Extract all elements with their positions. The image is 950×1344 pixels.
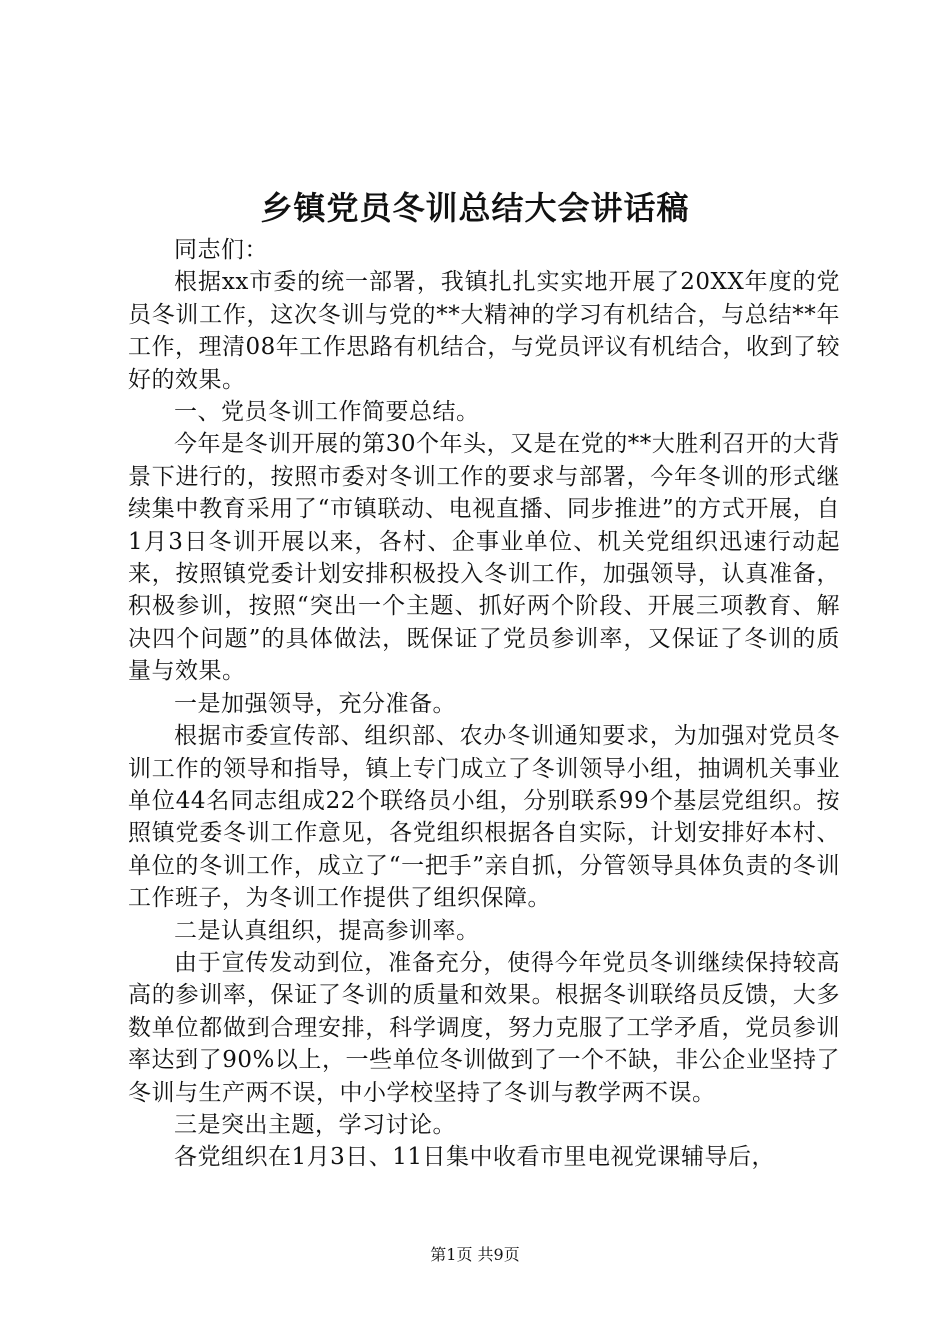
paragraph: 各党组织在1月3日、11日集中收看市里电视党课辅导后， [174, 1144, 776, 1171]
paragraph: 根据xx市委的统一部署，我镇扎扎实实地开展了20XX年度的党员冬训工作，这次冬训与党的**大精神的学习有机结合，与总结**年工作，理清08年工作思路有机结合，与党员评议有机结合，收到了较好的效果。 [128, 269, 840, 393]
subsection-heading: 三是突出主题，学习讨论。 [174, 1111, 456, 1138]
paragraph: 由于宣传发动到位，准备充分，使得今年党员冬训继续保持较高高的参训率，保证了冬训的质量和效果。根据冬训联络员反馈，大多数单位都做到合理安排，科学调度，努力克服了工学矛盾，党员参训率达到了90%以上，一些单位冬训做到了一个不缺，非公企业坚持了冬训与生产两不误，中小学校坚持了冬训与教学两不误。 [128, 949, 840, 1106]
document-body [128, 234, 840, 1174]
section-heading: 一、党员冬训工作简要总结。 [174, 399, 480, 426]
subsection-heading: 一是加强领导，充分准备。 [174, 690, 456, 717]
paragraph: 今年是冬训开展的第30个年头，又是在党的**大胜利召开的大背景下进行的，按照市委对冬训工作的要求与部署，今年冬训的形式继续集中教育采用了“市镇联动、电视直播、同步推进”的方式开展，自1月3日冬训开展以来，各村、企事业单位、机关党组织迅速行动起来，按照镇党委计划安排积极投入冬训工作，加强领导，认真准备，积极参训，按照“突出一个主题、抓好两个阶段、开展三项教育、解决四个问题”的具体做法，既保证了党员参训率，又保证了冬训的质量与效果。 [128, 431, 840, 685]
document-title: 乡镇党员冬训总结大会讲话稿 [260, 189, 690, 227]
salutation: 同志们： [174, 237, 268, 263]
subsection-heading: 二是认真组织，提高参训率。 [174, 917, 480, 944]
page-number-footer: 第1页 共9页 [430, 1245, 520, 1264]
paragraph: 根据市委宣传部、组织部、农办冬训通知要求，为加强对党员冬训工作的领导和指导，镇上专门成立了冬训领导小组，抽调机关事业单位44名同志组成22个联络员小组，分别联系99个基层党组织。按照镇党委冬训工作意见，各党组织根据各自实际，计划安排好本村、单位的冬训工作，成立了“一把手”亲自抓，分管领导具体负责的冬训工作班子，为冬训工作提供了组织保障。 [128, 723, 840, 912]
